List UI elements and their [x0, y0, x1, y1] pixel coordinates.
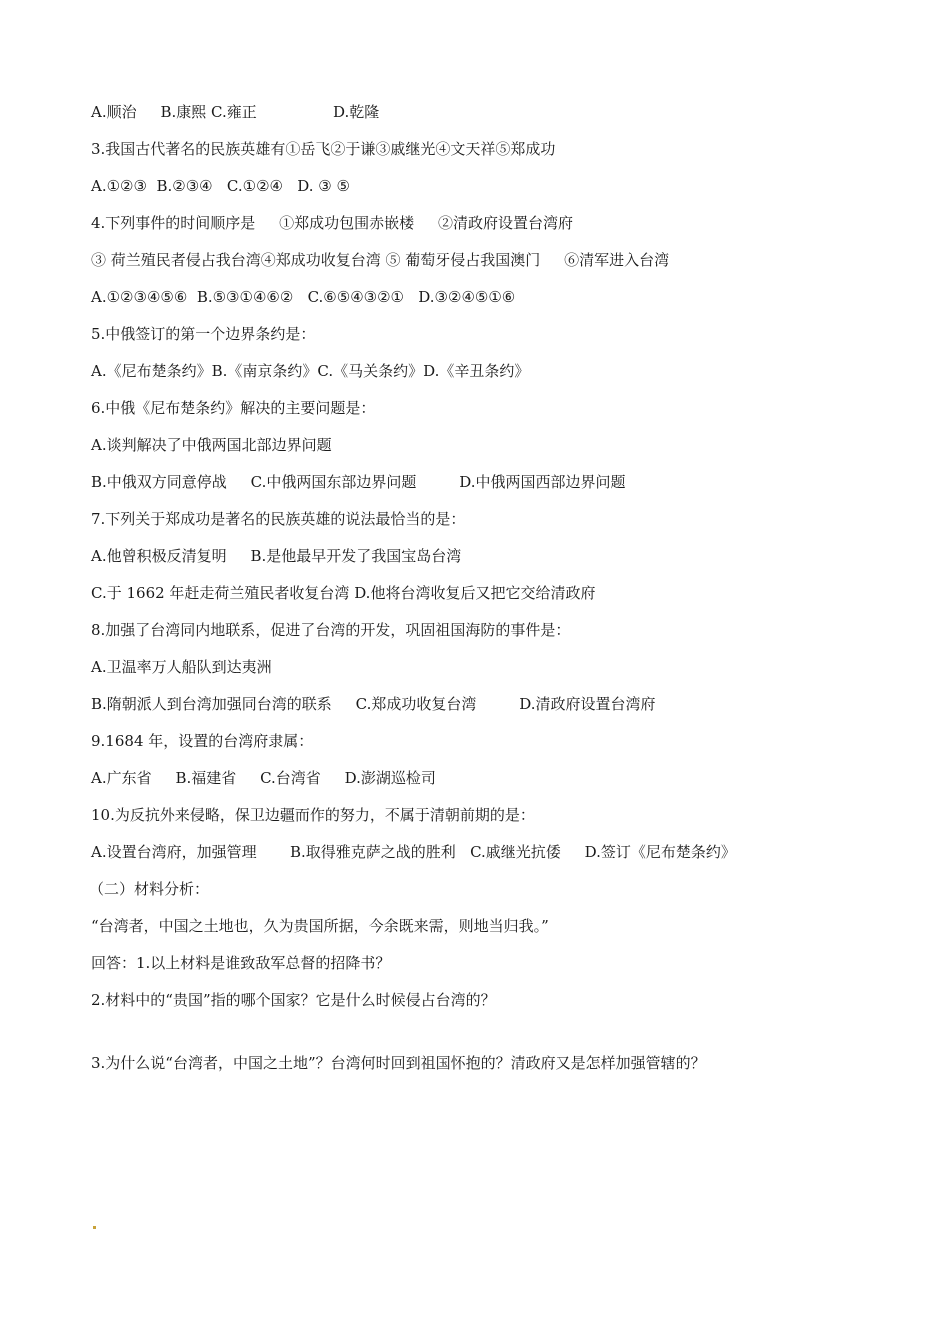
q8-options-bcd: B.隋朝派人到台湾加强同台湾的联系 C.郑成功收复台湾 D.清政府设置台湾府	[91, 695, 656, 713]
q10-options: A.设置台湾府，加强管理 B.取得雅克萨之战的胜利 C.戚继光抗倭 D.签订《尼布楚条约》	[91, 843, 736, 861]
material-quote: “台湾者，中国之土地也，久为贵国所据，今余既来需，则地当归我。”	[91, 917, 549, 935]
answer-question-2: 2.材料中的“贵国”指的哪个国家？它是什么时候侵占台湾的？	[91, 991, 496, 1009]
q10-stem: 10.为反抗外来侵略，保卫边疆而作的努力，不属于清朝前期的是：	[91, 806, 535, 824]
q9-options: A.广东省 B.福建省 C.台湾省 D.澎湖巡检司	[91, 769, 436, 787]
stray-mark	[93, 1226, 96, 1229]
answer-question-1: 回答：1.以上材料是谁致敌军总督的招降书？	[91, 954, 391, 972]
q5-options: A.《尼布楚条约》B.《南京条约》C.《马关条约》D.《辛丑条约》	[91, 362, 530, 380]
q7-stem: 7.下列关于郑成功是著名的民族英雄的说法最恰当的是：	[91, 510, 466, 528]
q9-stem: 9.1684 年，设置的台湾府隶属：	[91, 732, 314, 750]
q4-stem: 4.下列事件的时间顺序是 ①郑成功包围赤嵌楼 ②清政府设置台湾府	[91, 214, 573, 232]
q7-options-cd: C.于 1662 年赶走荷兰殖民者收复台湾 D.他将台湾收复后又把它交给清政府	[91, 584, 596, 602]
q3-options: A.①②③ B.②③④ C.①②④ D. ③ ⑤	[91, 177, 350, 195]
section-heading: （二）材料分析：	[89, 880, 210, 898]
q6-option-a: A.谈判解决了中俄两国北部边界问题	[91, 436, 332, 454]
q3-stem: 3.我国古代著名的民族英雄有①岳飞②于谦③戚继光④文天祥⑤郑成功	[91, 140, 556, 158]
q5-stem: 5.中俄签订的第一个边界条约是：	[91, 325, 316, 343]
q4-options: A.①②③④⑤⑥ B.⑤③①④⑥② C.⑥⑤④③②① D.③②④⑤①⑥	[91, 288, 516, 306]
q2-options: A.顺治 B.康熙 C.雍正 D.乾隆	[91, 103, 380, 121]
q4-stem-continued: ③ 荷兰殖民者侵占我台湾④郑成功收复台湾 ⑤ 葡萄牙侵占我国澳门 ⑥清军进入台湾	[91, 251, 670, 269]
q8-stem: 8.加强了台湾同内地联系，促进了台湾的开发，巩固祖国海防的事件是：	[91, 621, 571, 639]
q7-options-ab: A.他曾积极反清复明 B.是他最早开发了我国宝岛台湾	[91, 547, 462, 565]
q8-option-a: A.卫温率万人船队到达夷洲	[91, 658, 272, 676]
q6-options-bcd: B.中俄双方同意停战 C.中俄两国东部边界问题 D.中俄两国西部边界问题	[91, 473, 626, 491]
answer-question-3: 3.为什么说“台湾者，中国之土地”？台湾何时回到祖国怀抱的？清政府又是怎样加强管辖的？	[91, 1054, 706, 1072]
q6-stem: 6.中俄《尼布楚条约》解决的主要问题是：	[91, 399, 376, 417]
